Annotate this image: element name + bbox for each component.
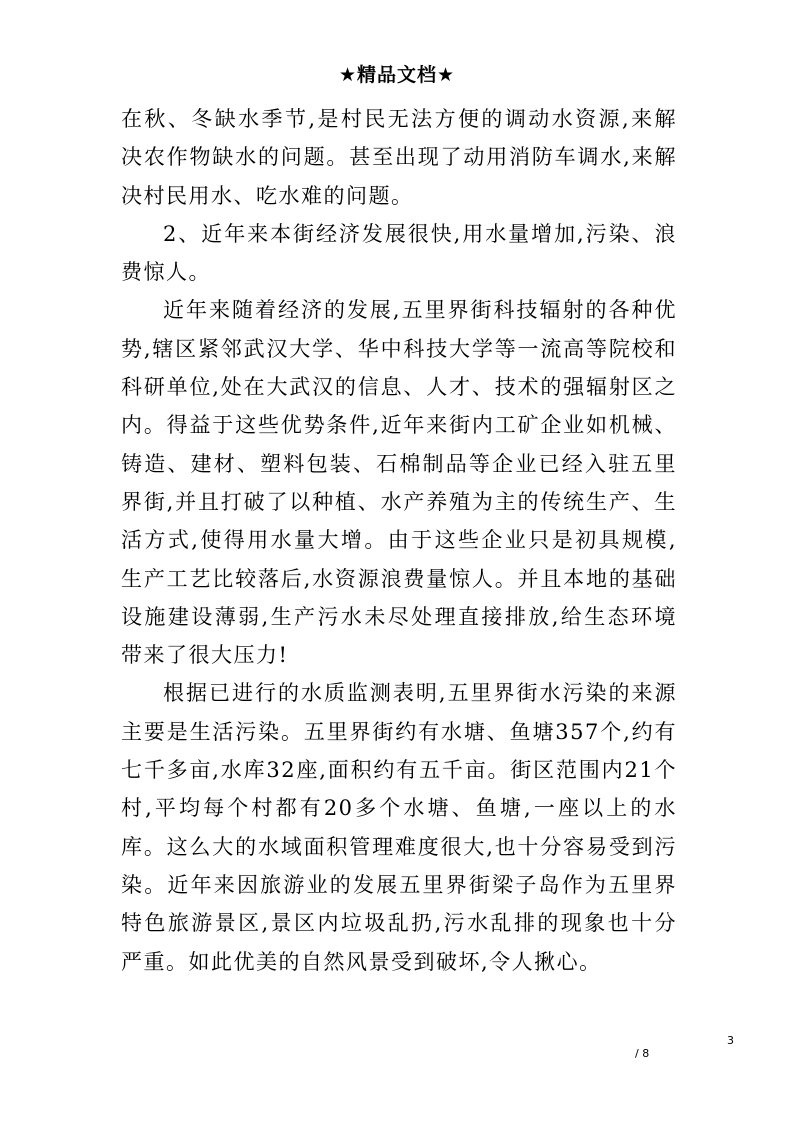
document-header: ★精品文档★ xyxy=(338,64,456,86)
paragraph-water-shortage: 在秋、冬缺水季节,是村民无法方便的调动水资源,来解决农作物缺水的问题。甚至出现了动用消防车调水,来解决村民用水、吃水难的问题。 xyxy=(121,107,677,208)
document-body xyxy=(121,100,677,981)
paragraph-heading-economy: 2、近年来本街经济发展很快,用水量增加,污染、浪费惊人。 xyxy=(121,221,677,285)
paragraph-economic-development: 近年来随着经济的发展,五里界街科技辐射的各种优势,辖区紧邻武汉大学、华中科技大学等一流高等院校和科研单位,处在大武汉的信息、人才、技术的强辐射区之内。得益于这些优势条件,近年来街内工矿企业如机械、铸造、建材、塑料包装、石棉制品等企业已经入驻五里界街,并且打破了以种植、水产养殖为主的传统生产、生活方式,使得用水量大增。由于这些企业只是初具规模,生产工艺比较落后,水资源浪费量惊人。并且本地的基础设施建设薄弱,生产污水未尽处理直接排放,给生态环境带来了很大压力! xyxy=(121,298,677,668)
paragraph-water-pollution: 根据已进行的水质监测表明,五里界街水污染的来源主要是生活污染。五里界街约有水塘、鱼塘357个,约有七千多亩,水库32座,面积约有五千亩。街区范围内21个村,平均每个村都有20多个水塘、鱼塘,一座以上的水库。这么大的水域面积管理难度很大,也十分容易受到污染。近年来因旅游业的发展五里界街梁子岛作为五里界特色旅游景区,景区内垃圾乱扔,污水乱排的现象也十分严重。如此优美的自然风景受到破坏,令人揪心。 xyxy=(121,681,677,974)
page-total: / 8 xyxy=(635,1047,650,1060)
page-number: 3 xyxy=(727,1034,734,1047)
